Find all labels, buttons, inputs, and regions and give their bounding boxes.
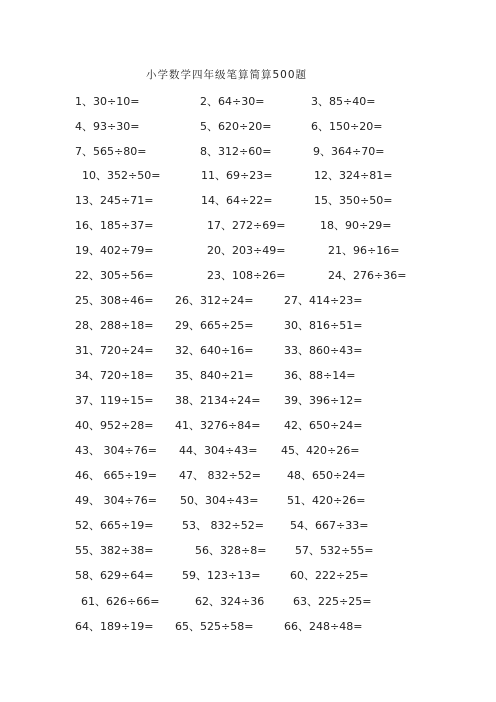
division-problem: 15、350÷50= xyxy=(314,194,393,207)
problem-row xyxy=(0,468,496,490)
division-problem: 55、382÷38= xyxy=(75,544,154,557)
division-problem: 57、532÷55= xyxy=(295,544,374,557)
division-problem: 20、203÷49= xyxy=(207,244,286,257)
division-problem: 9、364÷70= xyxy=(313,145,385,158)
problem-row xyxy=(0,268,496,290)
division-problem: 16、185÷37= xyxy=(75,219,154,232)
problem-row xyxy=(0,243,496,265)
division-problem: 53、 832÷52= xyxy=(182,519,264,532)
division-problem: 21、96÷16= xyxy=(328,244,400,257)
division-problem: 54、667÷33= xyxy=(290,519,369,532)
problem-row xyxy=(0,318,496,340)
division-problem: 34、720÷18= xyxy=(75,369,154,382)
division-problem: 4、93÷30= xyxy=(75,120,140,133)
problem-row xyxy=(0,293,496,315)
division-problem: 6、150÷20= xyxy=(311,120,383,133)
division-problem: 1、30÷10= xyxy=(75,95,140,108)
division-problem: 51、420÷26= xyxy=(287,494,366,507)
division-problem: 32、640÷16= xyxy=(175,344,254,357)
division-problem: 58、629÷64= xyxy=(75,569,154,582)
problem-row xyxy=(0,493,496,515)
division-problem: 18、90÷29= xyxy=(320,219,392,232)
problem-row xyxy=(0,193,496,215)
division-problem: 19、402÷79= xyxy=(75,244,154,257)
problem-row xyxy=(0,119,496,141)
division-problem: 12、324÷81= xyxy=(314,169,393,182)
problem-row xyxy=(0,94,496,116)
division-problem: 29、665÷25= xyxy=(175,319,254,332)
division-problem: 8、312÷60= xyxy=(200,145,272,158)
division-problem: 60、222÷25= xyxy=(290,569,369,582)
division-problem: 35、840÷21= xyxy=(175,369,254,382)
division-problem: 30、816÷51= xyxy=(284,319,363,332)
division-problem: 49、 304÷76= xyxy=(75,494,157,507)
division-problem: 31、720÷24= xyxy=(75,344,154,357)
division-problem: 3、85÷40= xyxy=(311,95,376,108)
division-problem: 23、108÷26= xyxy=(207,269,286,282)
problem-row xyxy=(0,368,496,390)
division-problem: 2、64÷30= xyxy=(200,95,265,108)
division-problem: 5、620÷20= xyxy=(200,120,272,133)
problem-row xyxy=(0,619,496,641)
division-problem: 63、225÷25= xyxy=(293,595,372,608)
division-problem: 46、 665÷19= xyxy=(75,469,157,482)
division-problem: 38、2134÷24= xyxy=(175,394,261,407)
division-problem: 13、245÷71= xyxy=(75,194,154,207)
page-title: 小学数学四年级笔算简算500题 xyxy=(146,69,308,81)
problem-row xyxy=(0,594,496,616)
problem-row xyxy=(0,543,496,565)
division-problem: 41、3276÷84= xyxy=(175,419,261,432)
problem-row xyxy=(0,393,496,415)
division-problem: 50、304÷43= xyxy=(180,494,259,507)
division-problem: 10、352÷50= xyxy=(82,169,161,182)
problem-row xyxy=(0,218,496,240)
division-problem: 28、288÷18= xyxy=(75,319,154,332)
division-problem: 64、189÷19= xyxy=(75,620,154,633)
division-problem: 61、626÷66= xyxy=(81,595,160,608)
problem-row xyxy=(0,144,496,166)
division-problem: 44、304÷43= xyxy=(179,444,258,457)
division-problem: 65、525÷58= xyxy=(175,620,254,633)
division-problem: 47、 832÷52= xyxy=(179,469,261,482)
division-problem: 39、396÷12= xyxy=(284,394,363,407)
division-problem: 24、276÷36= xyxy=(328,269,407,282)
division-problem: 66、248÷48= xyxy=(284,620,363,633)
division-problem: 62、324÷36 xyxy=(195,595,265,608)
division-problem: 56、328÷8= xyxy=(195,544,267,557)
division-problem: 59、123÷13= xyxy=(182,569,261,582)
division-problem: 40、952÷28= xyxy=(75,419,154,432)
division-problem: 11、69÷23= xyxy=(201,169,273,182)
division-problem: 14、64÷22= xyxy=(201,194,273,207)
division-problem: 22、305÷56= xyxy=(75,269,154,282)
division-problem: 52、665÷19= xyxy=(75,519,154,532)
problem-row xyxy=(0,568,496,590)
division-problem: 7、565÷80= xyxy=(75,145,147,158)
division-problem: 43、 304÷76= xyxy=(75,444,157,457)
problem-row xyxy=(0,443,496,465)
division-problem: 37、119÷15= xyxy=(75,394,154,407)
problem-row xyxy=(0,418,496,440)
problem-row xyxy=(0,168,496,190)
division-problem: 25、308÷46= xyxy=(75,294,154,307)
division-problem: 26、312÷24= xyxy=(175,294,254,307)
problem-row xyxy=(0,343,496,365)
division-problem: 42、650÷24= xyxy=(284,419,363,432)
division-problem: 48、650÷24= xyxy=(287,469,366,482)
division-problem: 36、88÷14= xyxy=(284,369,356,382)
problem-row xyxy=(0,518,496,540)
division-problem: 33、860÷43= xyxy=(284,344,363,357)
division-problem: 45、420÷26= xyxy=(281,444,360,457)
division-problem: 27、414÷23= xyxy=(284,294,363,307)
division-problem: 17、272÷69= xyxy=(207,219,286,232)
